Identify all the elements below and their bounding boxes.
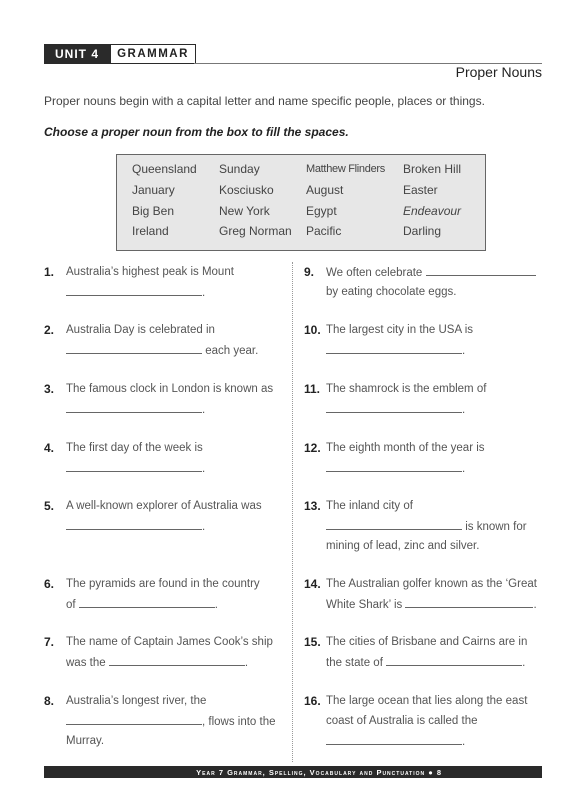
question-text: .: [533, 599, 537, 611]
question-text: .: [202, 287, 206, 299]
question-text: The cities of Brisbane and Cairns are in: [326, 636, 528, 648]
question-text: The shamrock is the emblem of: [326, 383, 487, 395]
question-text: We often celebrate: [326, 267, 423, 279]
question-text: The first day of the week is: [66, 442, 203, 454]
question-text: Australia’s highest peak is Mount: [66, 266, 234, 278]
question-number: 14.: [304, 577, 321, 591]
question-text: .: [202, 521, 206, 533]
word-box-item: Queensland: [132, 162, 197, 176]
question-number: 6.: [44, 577, 55, 591]
question-text: The inland city of: [326, 500, 413, 512]
question-text: .: [202, 463, 206, 475]
question-number: 16.: [304, 694, 321, 708]
question-number: 7.: [44, 635, 55, 649]
word-box-item: Sunday: [219, 162, 260, 176]
question-text: Australia’s longest river, the: [66, 695, 207, 707]
word-box-item: Darling: [403, 224, 442, 238]
word-box-item: Big Ben: [132, 204, 175, 218]
question-text: , flows into the: [202, 716, 276, 728]
question-text: mining of lead, zinc and silver.: [326, 540, 480, 552]
topic-title: Proper Nouns: [455, 64, 542, 80]
word-box-item: Pacific: [306, 224, 342, 238]
answer-blank[interactable]: [66, 711, 202, 725]
word-box-item: January: [132, 183, 175, 197]
question-text: The name of Captain James Cook’s ship: [66, 636, 273, 648]
answer-blank[interactable]: [426, 262, 536, 276]
question-text: .: [462, 736, 466, 748]
instruction-text: Choose a proper noun from the box to fill the spaces.: [44, 125, 349, 139]
answer-blank[interactable]: [326, 399, 462, 413]
column-divider: [292, 262, 293, 762]
question-text: of: [66, 599, 76, 611]
word-box-item: Easter: [403, 183, 438, 197]
word-box-item: New York: [219, 204, 270, 218]
answer-blank[interactable]: [326, 516, 462, 530]
word-box-item: Greg Norman: [219, 224, 292, 238]
question-text: Australia Day is celebrated in: [66, 324, 215, 336]
word-box-item: Endeavour: [403, 204, 462, 218]
question-text: Murray.: [66, 735, 105, 747]
footer-text: Year 7 Grammar, Spelling, Vocabulary and Punctuation ● 8: [196, 767, 442, 777]
question-text: .: [462, 463, 466, 475]
question-number: 1.: [44, 265, 55, 279]
word-box-item: Broken Hill: [403, 162, 462, 176]
unit-label: UNIT 4: [44, 44, 110, 64]
question-text: The large ocean that lies along the east: [326, 695, 528, 707]
word-box-item: Egypt: [306, 204, 337, 218]
question-number: 4.: [44, 441, 55, 455]
question-text: .: [462, 345, 466, 357]
word-box-item: August: [306, 183, 344, 197]
word-box: [116, 154, 486, 251]
question-text: .: [214, 599, 218, 611]
answer-blank[interactable]: [66, 458, 202, 472]
question-number: 12.: [304, 441, 321, 455]
question-text: .: [244, 657, 249, 669]
question-text: coast of Australia is called the: [326, 715, 478, 727]
intro-text: Proper nouns begin with a capital letter and name specific people, places or things.: [44, 94, 485, 108]
answer-blank[interactable]: [326, 458, 462, 472]
question-text: A well-known explorer of Australia was: [66, 500, 262, 512]
answer-blank[interactable]: [66, 399, 202, 413]
question-text: the state of: [326, 657, 383, 669]
question-text: by eating chocolate eggs.: [326, 286, 457, 298]
question-text: White Shark’ is: [326, 599, 403, 611]
word-box-item: Matthew Flinders: [306, 163, 385, 175]
question-text: .: [462, 404, 466, 416]
question-number: 13.: [304, 499, 321, 513]
question-text: is known for: [465, 521, 527, 533]
answer-blank[interactable]: [386, 652, 522, 666]
question-number: 2.: [44, 323, 55, 337]
question-number: 5.: [44, 499, 55, 513]
question-text: .: [522, 657, 526, 669]
question-text: The eighth month of the year is: [326, 442, 485, 454]
question-text: each year.: [205, 345, 259, 357]
answer-blank[interactable]: [109, 652, 245, 666]
word-box-item: Ireland: [132, 224, 169, 238]
question-text: .: [202, 404, 206, 416]
question-text: was the: [66, 657, 106, 669]
answer-blank[interactable]: [326, 340, 462, 354]
answer-blank[interactable]: [66, 340, 202, 354]
question-text: The famous clock in London is known as: [66, 383, 274, 395]
answer-blank[interactable]: [79, 594, 215, 608]
question-number: 10.: [304, 323, 321, 337]
answer-blank[interactable]: [405, 594, 533, 608]
question-number: 11.: [304, 382, 321, 396]
page-footer: [44, 766, 542, 778]
question-number: 3.: [44, 382, 55, 396]
question-text: The pyramids are found in the country: [66, 578, 260, 590]
question-number: 15.: [304, 635, 321, 649]
question-number: 9.: [304, 265, 315, 279]
question-number: 8.: [44, 694, 55, 708]
answer-blank[interactable]: [326, 731, 462, 745]
question-text: The largest city in the USA is: [326, 324, 474, 336]
question-text: The Australian golfer known as the ‘Great: [326, 578, 537, 590]
section-label: GRAMMAR: [110, 44, 196, 64]
answer-blank[interactable]: [66, 282, 202, 296]
answer-blank[interactable]: [66, 516, 202, 530]
unit-header: [44, 44, 542, 64]
word-box-item: Kosciusko: [219, 183, 274, 197]
